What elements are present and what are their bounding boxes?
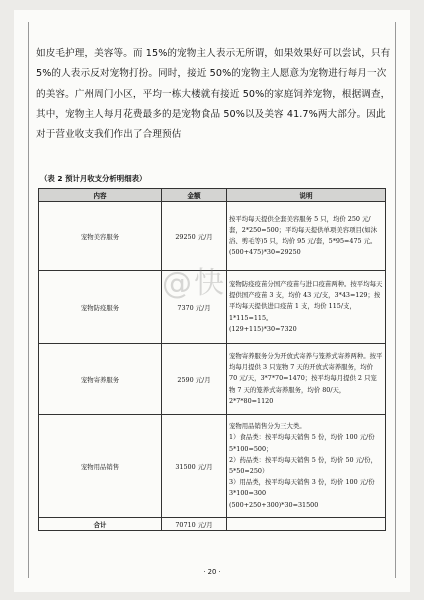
table-row [39, 202, 386, 271]
row-item: 宠物防疫服务 [39, 271, 162, 344]
row-item: 宠物用品销售 [39, 415, 162, 518]
description-line: 3）用品类，按平均每天销售 3 份，均价 100 元/份 3*100=300 [229, 478, 375, 498]
row-amount: 7370 元/月 [162, 271, 227, 344]
header-content: 内容 [39, 189, 162, 202]
description-line: 宠物用品销售分为三大类。 [229, 422, 306, 431]
header-description: 说明 [227, 189, 386, 202]
description-line: (500+475)*30=29250 [229, 248, 301, 257]
description-line: 1）食品类：按平均每天销售 5 份，均价 100 元/份 5*100=500； [229, 433, 375, 453]
table-header-row [39, 189, 386, 202]
row-description [227, 344, 386, 415]
row-description [227, 415, 386, 518]
document-page [14, 10, 410, 592]
row-amount: 31500 元/月 [162, 415, 227, 518]
page-number: · 20 · [203, 568, 221, 576]
paragraph-text: 如皮毛护理，美容等。而 15%的宠物主人表示无所谓，如果效果好可以尝试，只有 5%的人表示反对宠物打扮。同时，接近 50%的宠物主人愿意为宠物进行每月一次的美容。广州周门小区，平均一栋大楼就有接近 50%的家庭饲养宠物，根据调查，其中，宠物主人每月花费最多的是宠物食品 50%以及美容 41.7%两大部分。因此对于营业收支我们作出了合理预估 [36, 48, 391, 141]
row-amount: 2590 元/月 [162, 344, 227, 415]
description-line: (129+115)*30=7320 [229, 324, 297, 333]
description-line: (500+250+300)*30=31500 [229, 500, 319, 509]
table-row [39, 344, 386, 415]
description-line: 宠物防疫疫苗分国产疫苗与进口疫苗两种。按平均每天提供国产疫苗 3 支，均价 43 元/支，3*43=129；按平均每天提供进口疫苗 1 支，均价 115/支，1*115=115。 [229, 279, 383, 322]
total-description [227, 518, 386, 531]
table-row [39, 271, 386, 344]
table-caption: （表 2 预计月收支分析明细表） [40, 174, 147, 183]
row-amount: 29250 元/月 [162, 202, 227, 271]
budget-table [38, 188, 386, 531]
header-amount: 金额 [162, 189, 227, 202]
description-line: 按平均每天提供全套美容服务 5 只，均价 250 元/套，2*250=500；平均每天提供单项美容项目(如沐浴、剪毛等)5 只，均价 95 元/套，5*95=475 元。 [229, 214, 378, 245]
row-item: 宠物美容服务 [39, 202, 162, 271]
watermark: @快 [162, 266, 226, 301]
total-label: 合计 [39, 518, 162, 531]
row-description [227, 271, 386, 344]
table-total-row [39, 518, 386, 531]
body-paragraph [36, 44, 392, 145]
description-line: 宠物寄养服务分为开放式寄养与笼养式寄养两种。按平均每月提供 3 只宠物 7 天的开放式寄养服务，均价 70 元/天，3*7*70=1470；按平均每月提供 2 只宠物 7 天的笼养式寄养服务，均价 80/天，2*7*80=1120 [229, 351, 383, 405]
row-description [227, 202, 386, 271]
description-line: 2）药品类：按平均每天销售 5 份，均价 50 元/份，5*50=250） [229, 455, 377, 475]
total-amount: 70710 元/月 [162, 518, 227, 531]
table-row [39, 415, 386, 518]
row-item: 宠物寄养服务 [39, 344, 162, 415]
